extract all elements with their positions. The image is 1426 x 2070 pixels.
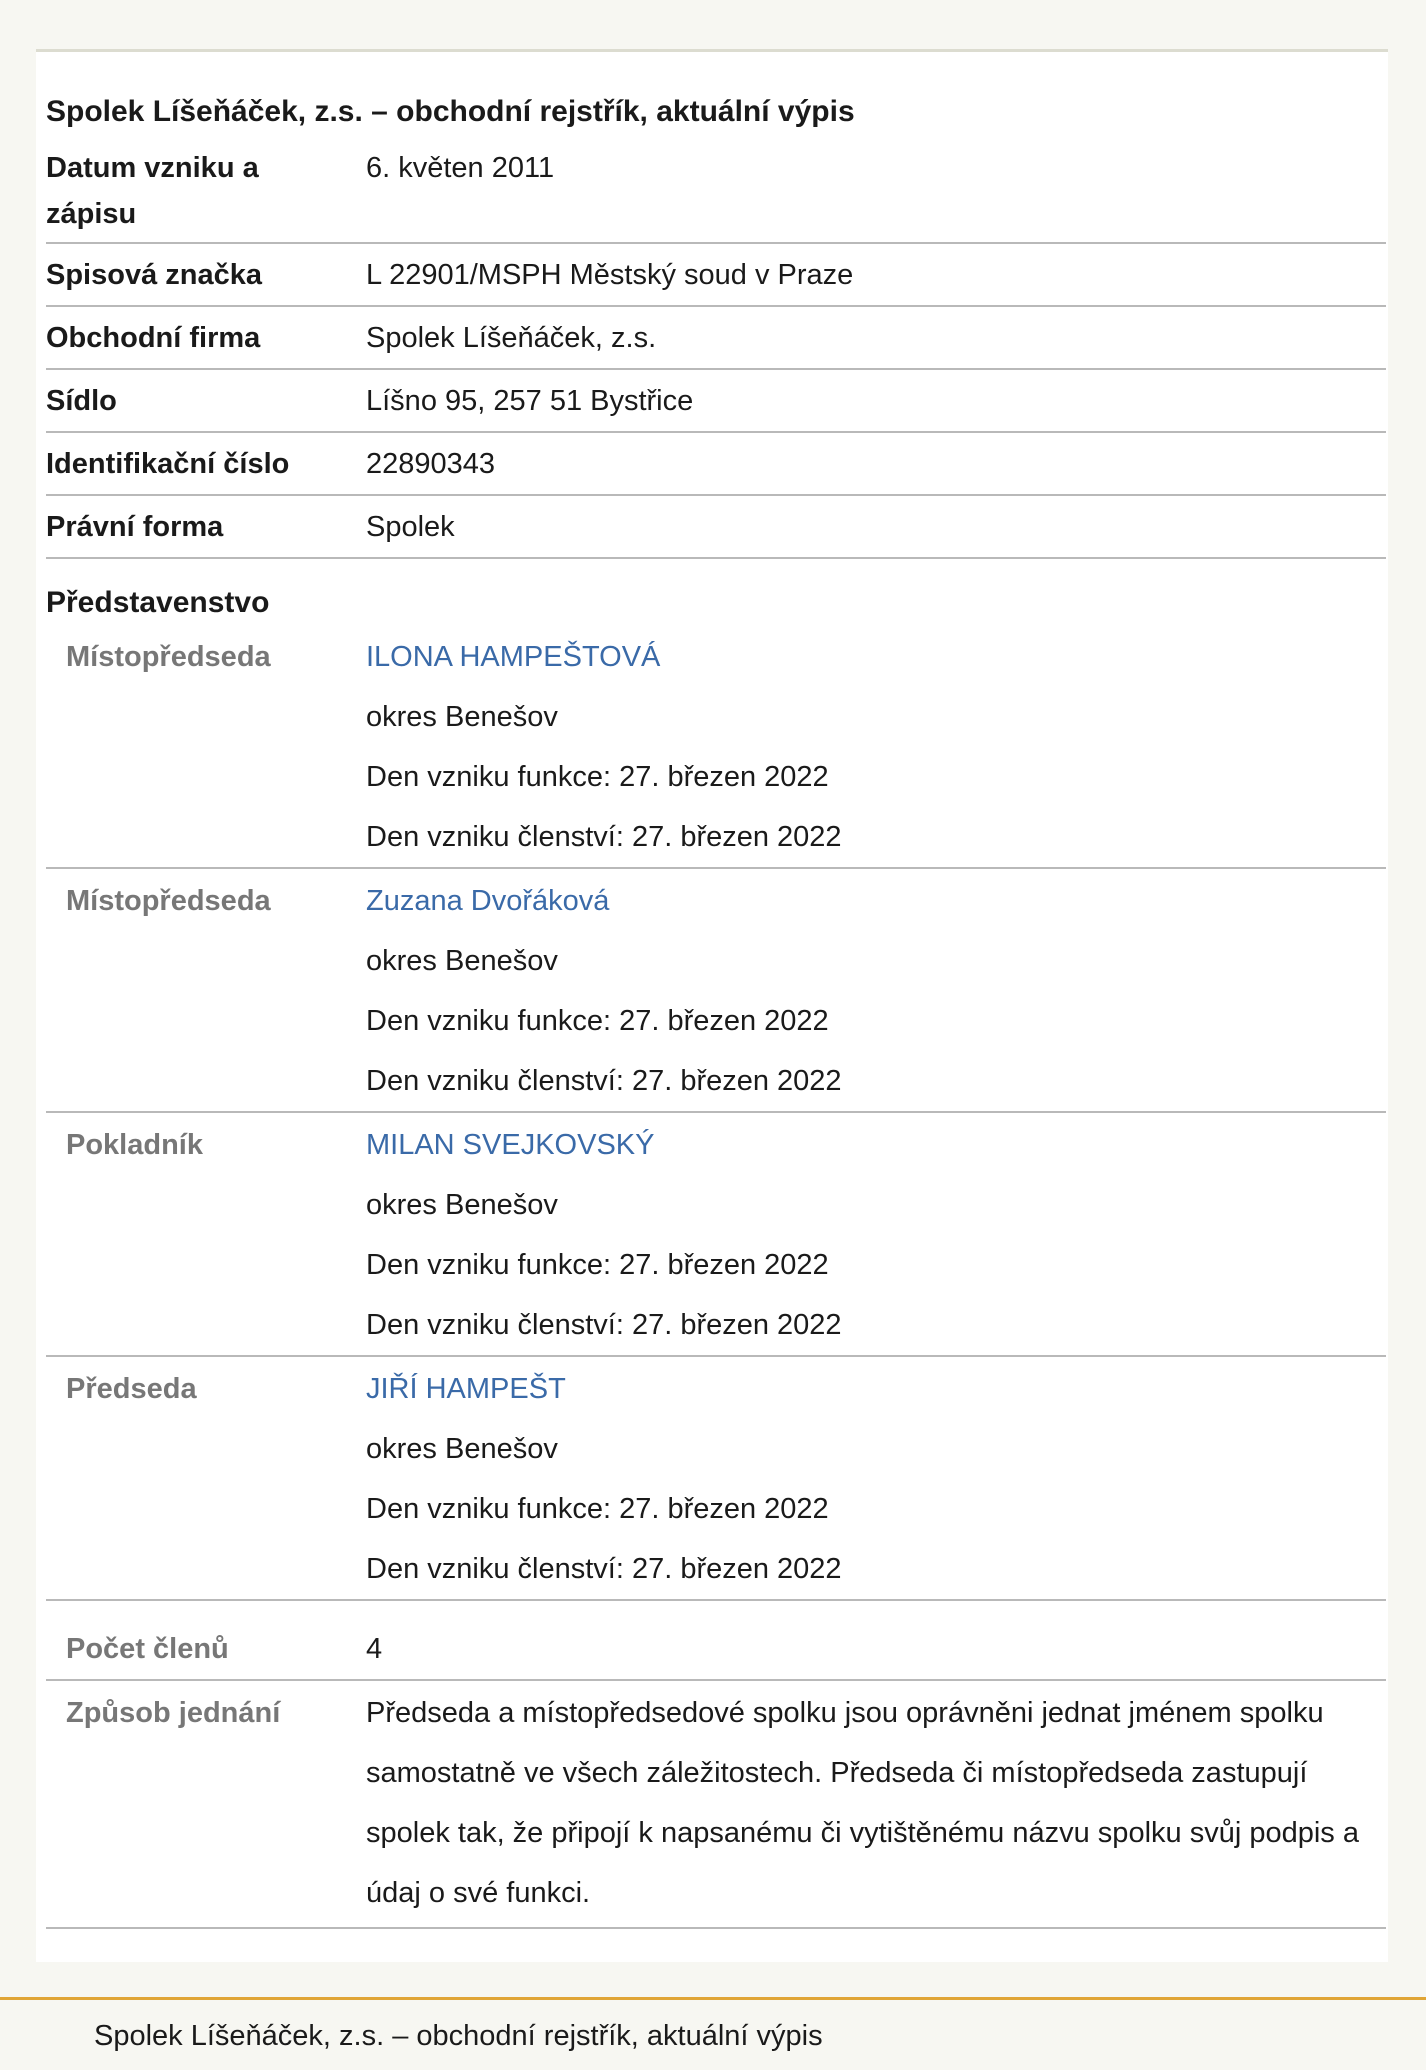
member-role: Místopředseda: [66, 641, 271, 673]
field-value: 22890343: [366, 448, 496, 480]
field-row-file-number: [46, 244, 1386, 307]
member-role: Pokladník: [66, 1129, 203, 1161]
member-district: okres Benešov: [366, 945, 558, 977]
field-value: Líšno 95, 257 51 Bystřice: [366, 385, 694, 417]
member-name-link[interactable]: Zuzana Dvořáková: [366, 885, 610, 917]
board-section-title: Představenstvo: [46, 586, 270, 619]
field-label: Spisová značka: [46, 259, 262, 291]
member-count-label: Počet členů: [66, 1633, 229, 1665]
member-info: [366, 1115, 1386, 1355]
board-member: [46, 1113, 1386, 1357]
acting-label: Způsob jednání: [66, 1697, 281, 1729]
board-member: [46, 869, 1386, 1113]
member-membership-start: Den vzniku členství: 27. březen 2022: [366, 1309, 842, 1341]
member-name-link[interactable]: MILAN SVEJKOVSKÝ: [366, 1129, 655, 1161]
register-extract-card: [36, 52, 1388, 1962]
footer-divider: [0, 1997, 1426, 2000]
field-label: Identifikační číslo: [46, 448, 290, 480]
field-row-company-name: [46, 307, 1386, 370]
board-member: [46, 625, 1386, 869]
field-row-founding-date: [46, 142, 1386, 244]
member-info: [366, 1359, 1386, 1599]
member-function-start: Den vzniku funkce: 27. březen 2022: [366, 1249, 829, 1281]
member-info: [366, 627, 1386, 867]
field-value: Spolek: [366, 511, 455, 543]
member-count-row: [46, 1601, 1386, 1681]
field-row-id-number: [46, 433, 1386, 496]
field-row-legal-form: [46, 496, 1386, 559]
register-extract-content: [46, 52, 1386, 1929]
field-label: Právní forma: [46, 511, 224, 543]
field-label: Obchodní firma: [46, 322, 261, 354]
member-function-start: Den vzniku funkce: 27. březen 2022: [366, 1005, 829, 1037]
footer-title: Spolek Líšeňáček, z.s. – obchodní rejstřík, aktuální výpis: [94, 2020, 823, 2052]
member-function-start: Den vzniku funkce: 27. březen 2022: [366, 1493, 829, 1525]
member-name-link[interactable]: ILONA HAMPEŠTOVÁ: [366, 641, 661, 673]
acting-row: [46, 1681, 1386, 1929]
member-membership-start: Den vzniku členství: 27. březen 2022: [366, 1553, 842, 1585]
member-district: okres Benešov: [366, 701, 558, 733]
member-name-link[interactable]: JIŘÍ HAMPEŠT: [366, 1373, 566, 1405]
member-district: okres Benešov: [366, 1189, 558, 1221]
field-value: L 22901/MSPH Městský soud v Praze: [366, 259, 854, 291]
member-role: Předseda: [66, 1373, 197, 1405]
member-membership-start: Den vzniku členství: 27. březen 2022: [366, 821, 842, 853]
field-value: Spolek Líšeňáček, z.s.: [366, 322, 657, 354]
member-count-value: 4: [366, 1633, 383, 1665]
member-role: Místopředseda: [66, 885, 271, 917]
member-info: [366, 871, 1386, 1111]
field-label: Sídlo: [46, 385, 117, 417]
board-member: [46, 1357, 1386, 1601]
member-membership-start: Den vzniku členství: 27. březen 2022: [366, 1065, 842, 1097]
page-title: Spolek Líšeňáček, z.s. – obchodní rejstřík, aktuální výpis: [46, 95, 855, 128]
field-row-seat: [46, 370, 1386, 433]
field-value: 6. květen 2011: [366, 152, 555, 184]
field-label: Datum vzniku a zápisu: [46, 152, 259, 230]
member-function-start: Den vzniku funkce: 27. březen 2022: [366, 761, 829, 793]
acting-value: Předseda a místopředsedové spolku jsou oprávněni jednat jménem spolku samostatně ve všech záležitostech. Předseda či místopředseda zastupují spolek tak, že připojí k napsanému či vytištěnému názvu spolku svůj podpis a údaj o své funkci.: [366, 1697, 1359, 1909]
member-district: okres Benešov: [366, 1433, 558, 1465]
